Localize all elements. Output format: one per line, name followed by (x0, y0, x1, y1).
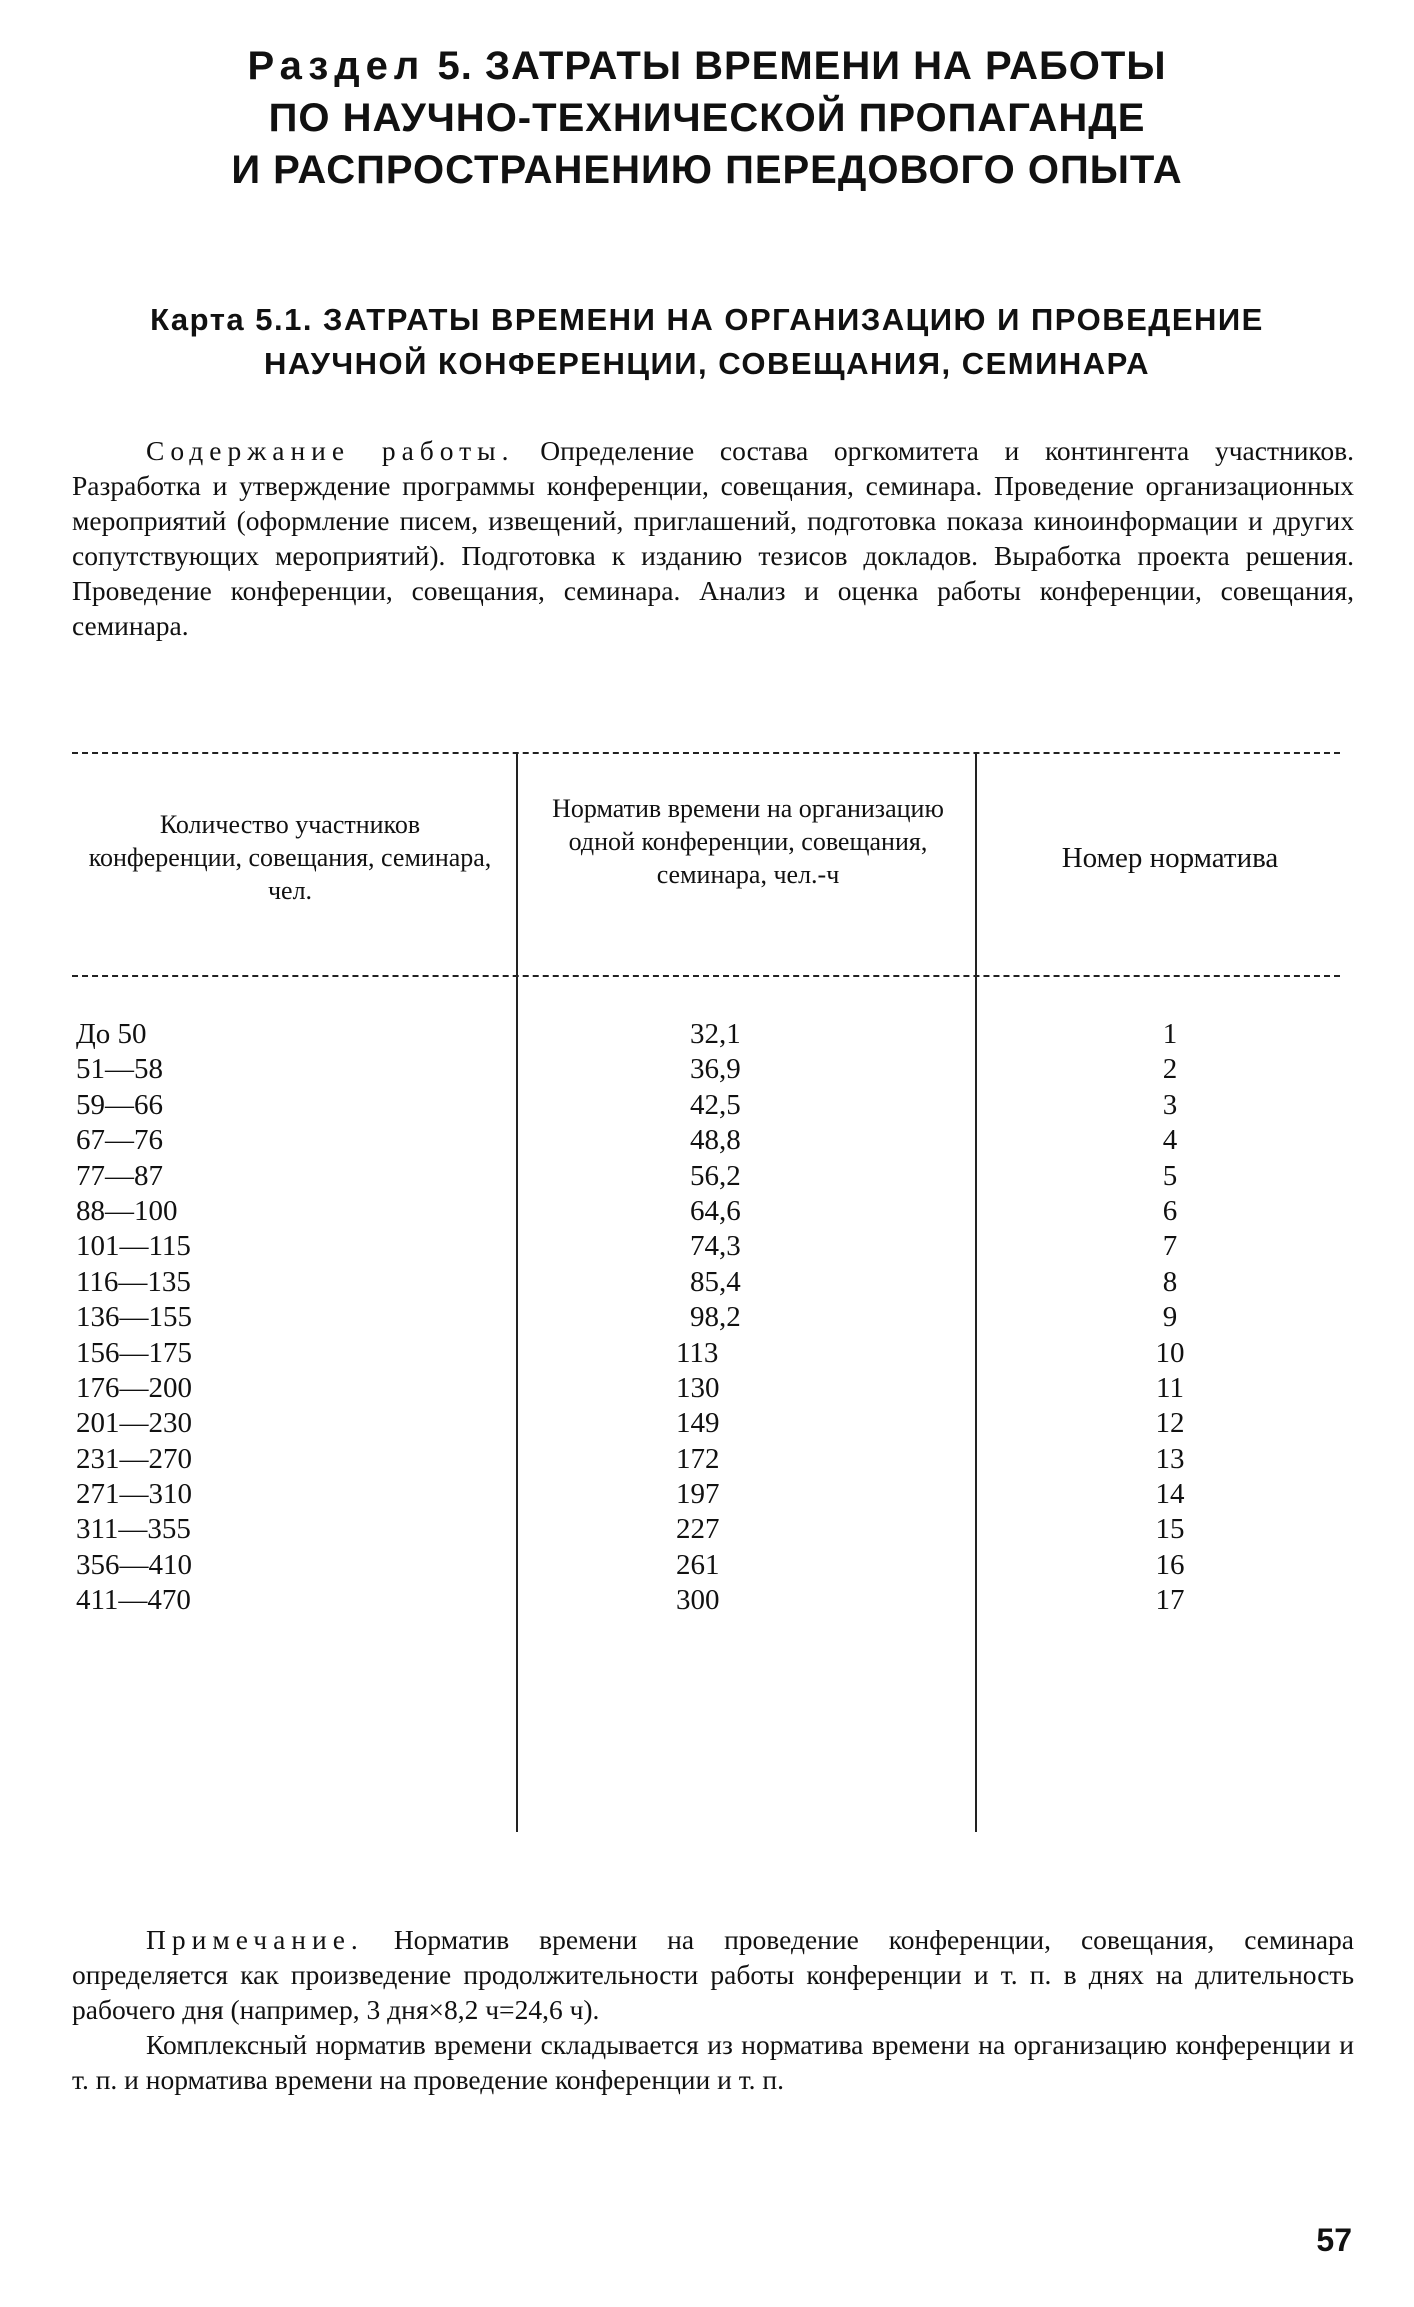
number-cell: 12 (1155, 1407, 1185, 1440)
participants-cell: 201—230 (76, 1407, 192, 1440)
participants-cell: 156—175 (76, 1336, 192, 1369)
number-cell: 6 (1162, 1194, 1178, 1227)
participants-cell: 311—355 (76, 1513, 191, 1546)
norm-cell: 85,4 (690, 1265, 741, 1298)
table-header-participants: Количество участников конференции, совещания, семинара, чел. (88, 810, 492, 905)
participants-cell: 136—155 (76, 1301, 192, 1334)
participants-cell: 59—66 (76, 1088, 163, 1121)
participants-cell: 88—100 (76, 1194, 178, 1227)
work-content-paragraph (72, 433, 1354, 643)
norm-cell: 32,1 (690, 1018, 741, 1050)
norm-cell: 130 (676, 1371, 720, 1404)
section-title-line1 (0, 40, 1414, 92)
norm-cell: 36,9 (690, 1053, 741, 1086)
card-title (0, 298, 1414, 386)
norm-cell: 74,3 (690, 1230, 741, 1263)
norm-cell: 113 (676, 1336, 719, 1369)
number-cell: 7 (1162, 1230, 1178, 1263)
norm-cell: 64,6 (690, 1194, 741, 1227)
norm-cell: 197 (676, 1478, 720, 1511)
participants-cell: 356—410 (76, 1548, 192, 1581)
table-header-norm: Норматив времени на организацию одной конференции, совещания, семинара, чел.-ч (552, 794, 944, 889)
number-cell: 13 (1155, 1442, 1185, 1475)
section-label: Раздел (247, 44, 426, 88)
section-title-line3: И РАСПРОСТРАНЕНИЮ ПЕРЕДОВОГО ОПЫТА (231, 148, 1183, 192)
participants-cell: 101—115 (76, 1230, 191, 1263)
page-number: 57 (1316, 2222, 1352, 2258)
note-paragraph-2: Комплексный норматив времени складывается из норматива времени на организацию конференции и т. п. и норматива времени на проведение конференции и т. п. (72, 2029, 1354, 2095)
section-title-line2: ПО НАУЧНО-ТЕХНИЧЕСКОЙ ПРОПАГАНДЕ (268, 96, 1146, 140)
table-header-rule (72, 975, 1340, 977)
number-cell: 10 (1155, 1336, 1185, 1369)
norm-cell: 172 (676, 1442, 720, 1475)
number-cell: 2 (1162, 1053, 1178, 1086)
number-cell: 8 (1162, 1265, 1178, 1298)
participants-cell: 77—87 (76, 1159, 163, 1192)
participants-cell: 231—270 (76, 1442, 192, 1475)
norm-cell: 98,2 (690, 1301, 741, 1334)
number-cell: 16 (1155, 1548, 1185, 1581)
table-column-divider-1 (516, 752, 518, 1832)
table-column-participants (76, 1017, 496, 1619)
table-column-divider-2 (975, 752, 977, 1832)
table-column-number (1120, 1017, 1220, 1619)
note-text-1: Норматив времени на проведение конференции, совещания, семинара определяется как произведение продолжительности работы конференции и т. п. в днях на длительность рабочего дня (например, 3 дня×8,2 ч=24,6 ч). (72, 1924, 1355, 2025)
participants-cell: До 50 (76, 1018, 147, 1050)
number-cell: 14 (1155, 1478, 1185, 1511)
work-content-text: Определение состава оргкомитета и контингента участников. Разработка и утверждение программы конференции, совещания, семинара. Проведение организационных мероприятий (оформление писем, извещений, приглашений, подготовка показа киноинформации и других сопутствующих мероприятий). Подготовка к изданию тезисов докладов. Выработка проекта решения. Проведение конференции, совещания, семинара. Анализ и оценка работы конференции, совещания, семинара. (72, 435, 1354, 641)
number-cell: 4 (1162, 1124, 1178, 1157)
number-cell: 9 (1162, 1301, 1178, 1334)
norm-cell: 48,8 (690, 1124, 741, 1157)
participants-cell: 116—135 (76, 1265, 191, 1298)
norm-cell: 42,5 (690, 1088, 741, 1121)
table-top-rule (72, 752, 1340, 754)
section-title (0, 40, 1414, 196)
participants-cell: 411—470 (76, 1584, 191, 1617)
section-title-rest: 5. ЗАТРАТЫ ВРЕМЕНИ НА РАБОТЫ (437, 44, 1167, 88)
note-block (72, 1922, 1354, 2097)
note-label: Примечание. (146, 1924, 364, 1955)
note-paragraph-1 (72, 1922, 1354, 2027)
number-cell: 17 (1155, 1584, 1185, 1617)
participants-cell: 271—310 (76, 1478, 192, 1511)
norm-cell: 149 (676, 1407, 720, 1440)
number-cell: 15 (1155, 1513, 1185, 1546)
participants-cell: 176—200 (76, 1371, 192, 1404)
number-cell: 5 (1162, 1159, 1178, 1192)
participants-cell: 51—58 (76, 1053, 163, 1086)
table-column-norm (676, 1017, 870, 1619)
participants-cell: 67—76 (76, 1124, 163, 1157)
number-cell: 11 (1156, 1371, 1184, 1404)
table-header-number: Номер норматива (1061, 842, 1279, 874)
card-title-line1: Карта 5.1. ЗАТРАТЫ ВРЕМЕНИ НА ОРГАНИЗАЦИЮ И ПРОВЕДЕНИЕ (150, 302, 1264, 337)
norm-cell: 300 (676, 1584, 720, 1617)
norm-cell: 261 (676, 1548, 720, 1581)
norm-cell: 227 (676, 1513, 720, 1546)
card-title-line2: НАУЧНОЙ КОНФЕРЕНЦИИ, СОВЕЩАНИЯ, СЕМИНАРА (263, 346, 1150, 381)
number-cell: 1 (1162, 1018, 1178, 1050)
number-cell: 3 (1162, 1088, 1178, 1121)
norm-cell: 56,2 (690, 1159, 741, 1192)
work-content-label: Содержание работы. (146, 435, 515, 466)
